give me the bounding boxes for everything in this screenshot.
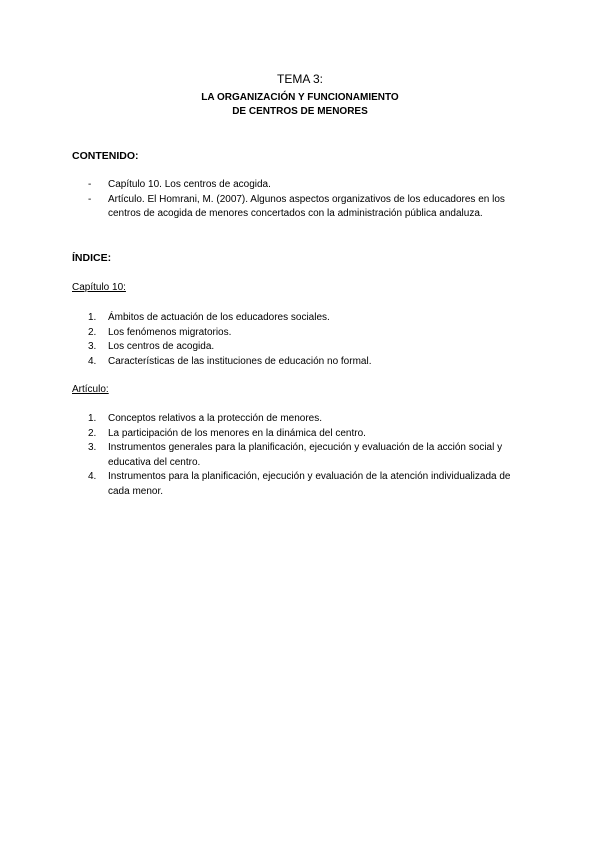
list-item-text: Artículo. El Homrani, M. (2007). Algunos aspectos organizativos de los educadores en los centros de acogida de menores concertados con la administración pública andaluza. [108, 193, 505, 220]
list-item-text: Ámbitos de actuación de los educadores sociales. [108, 312, 330, 323]
subtitle-line-1: LA ORGANIZACIÓN Y FUNCIONAMIENTO [201, 92, 399, 103]
bullet-marker: - [88, 179, 92, 190]
list-item [72, 470, 522, 499]
list-number: 2. [88, 427, 97, 439]
indice-heading: ÍNDICE: [72, 252, 112, 264]
list-item-text: Características de las instituciones de educación no formal. [108, 355, 372, 367]
list-item-text: La participación de los menores en la dinámica del centro. [108, 427, 366, 439]
list-item [72, 441, 522, 470]
list-item-text: Instrumentos generales para la planificación, ejecución y evaluación de la acción social y educativa del centro. [108, 442, 503, 468]
list-number: 3. [88, 442, 97, 454]
articulo-label: Artículo: [72, 384, 109, 395]
list-item [72, 355, 522, 370]
list-number: 4. [88, 355, 97, 367]
page-title: TEMA 3: [276, 72, 323, 86]
bullet-marker: - [88, 193, 92, 205]
contenido-list [72, 178, 522, 222]
list-item-text: Los centros de acogida. [108, 341, 215, 353]
list-item [72, 427, 522, 442]
list-item [72, 178, 522, 193]
subtitle-line-2: DE CENTROS DE MENORES [232, 106, 368, 117]
list-item [72, 193, 522, 222]
list-item [72, 311, 522, 326]
articulo-list [72, 412, 522, 500]
capitulo-list [72, 311, 522, 369]
list-number: 1. [88, 312, 97, 323]
list-item [72, 326, 522, 341]
list-item [72, 412, 522, 427]
list-item-text: Los fenómenos migratorios. [108, 326, 232, 338]
contenido-heading: CONTENIDO: [72, 150, 139, 162]
list-item-text: Capítulo 10. Los centros de acogida. [108, 179, 271, 190]
list-item-text: Conceptos relativos a la protección de menores. [108, 413, 323, 424]
list-number: 1. [88, 413, 97, 424]
capitulo-label: Capítulo 10: [72, 282, 126, 293]
list-item-text: Instrumentos para la planificación, ejecución y evaluación de la atención individualizada de cada menor. [108, 471, 511, 497]
list-item [72, 340, 522, 355]
list-number: 3. [88, 341, 97, 353]
list-number: 2. [88, 326, 97, 338]
list-number: 4. [88, 471, 97, 483]
